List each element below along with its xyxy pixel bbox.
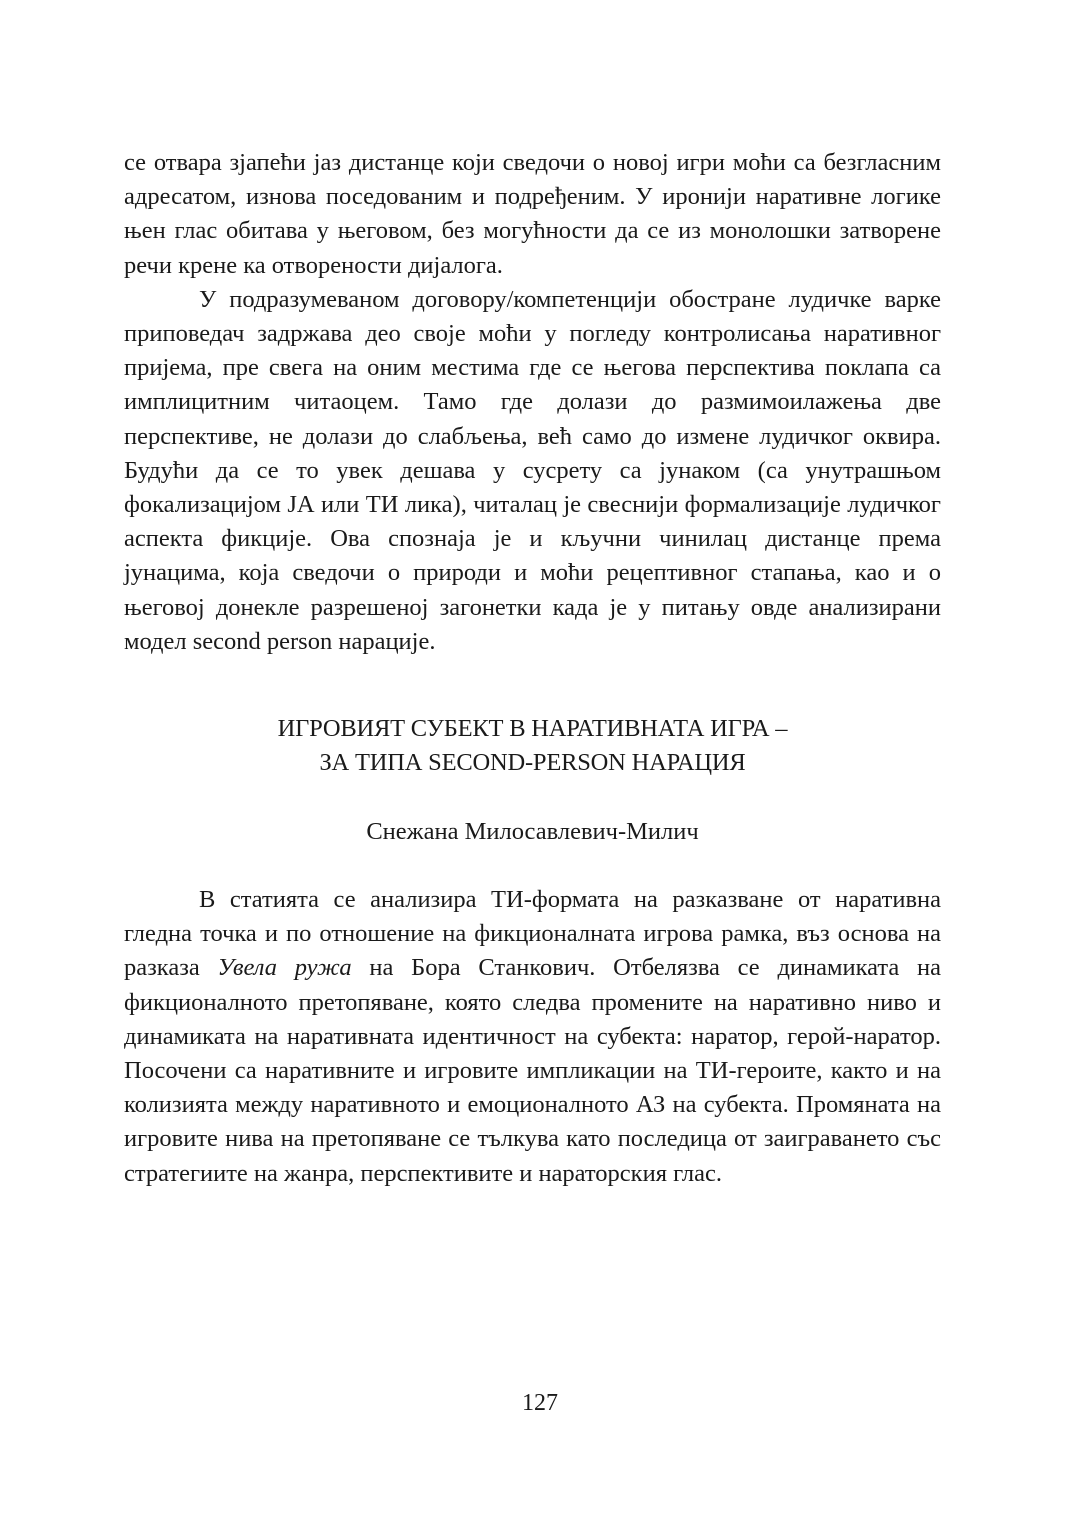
- abstract-text-end: на Бора Станкович. Отбелязва се динамиката на фикционалното претопяване, която следва промените на наративно ниво и динамиката на наративната идентичност на субекта: наратор, герой-наратор. Посочени са наративните и игровите импликации на ТИ-героите, както и на колизията между наративното и емоционалното АЗ на субекта. Промяната на игровите нива на претопяване се тълкува като последица от заиграването със стратегиите на жанра, перспективите и нараторския глас.: [124, 954, 942, 1187]
- body-text: [124, 146, 941, 659]
- abstract-title: [124, 712, 941, 780]
- abstract-body: [124, 883, 941, 1191]
- abstract-author: Снежана Милосавлевич-Милич: [366, 818, 699, 845]
- page-number: 127: [522, 1390, 558, 1416]
- abstract-text-start: В статията се анализира ТИ-формата на разказване от наративна гледна точка и по отношение на фикционалната игрова рамка, въз основа на разказа: [124, 886, 941, 982]
- story-title: Увела ружа: [217, 954, 352, 982]
- paragraph-continuation: се отвара зјапећи јаз дистанце који сведочи о новој игри моћи са безгласним адресатом, изнова поседованим и подређеним. У иронији наративне логике њен глас обитава у његовом, без могућности да се из монолошки затворене речи крене ка отворености дијалога.: [124, 149, 941, 279]
- abstract-title-line-2: ЗА ТИПА SECOND-PERSON НАРАЦИЯ: [319, 749, 746, 776]
- paragraph: У подразумеваном договору/компетенцији обостране лудичке варке приповедач задржава део своје моћи у погледу контролисања наративног пријема, пре свега на оним местима где се његова перспектива поклапа са имплицитним читаоцем. Тамо где долази до размимоилажења две перспективе, не долази до слабљења, већ само до измене лудичког оквира. Будући да се то увек дешава у сусрету са јунаком (са унутрашњом фокализацијом ЈА или ТИ лика), читалац је свеснији формализације лудичког аспекта фикције. Ова спознаја је и кључни чинилац дистанце према јунацима, која сведочи о природи и моћи рецептивног стапања, као и о његовој донекле разрешеној загонетки када је у питању овде анализирани модел second person нарације.: [124, 285, 941, 655]
- abstract-paragraph: [124, 883, 941, 1191]
- abstract-title-line-1: ИГРОВИЯТ СУБЕКТ В НАРАТИВНАТА ИГРА –: [277, 715, 788, 742]
